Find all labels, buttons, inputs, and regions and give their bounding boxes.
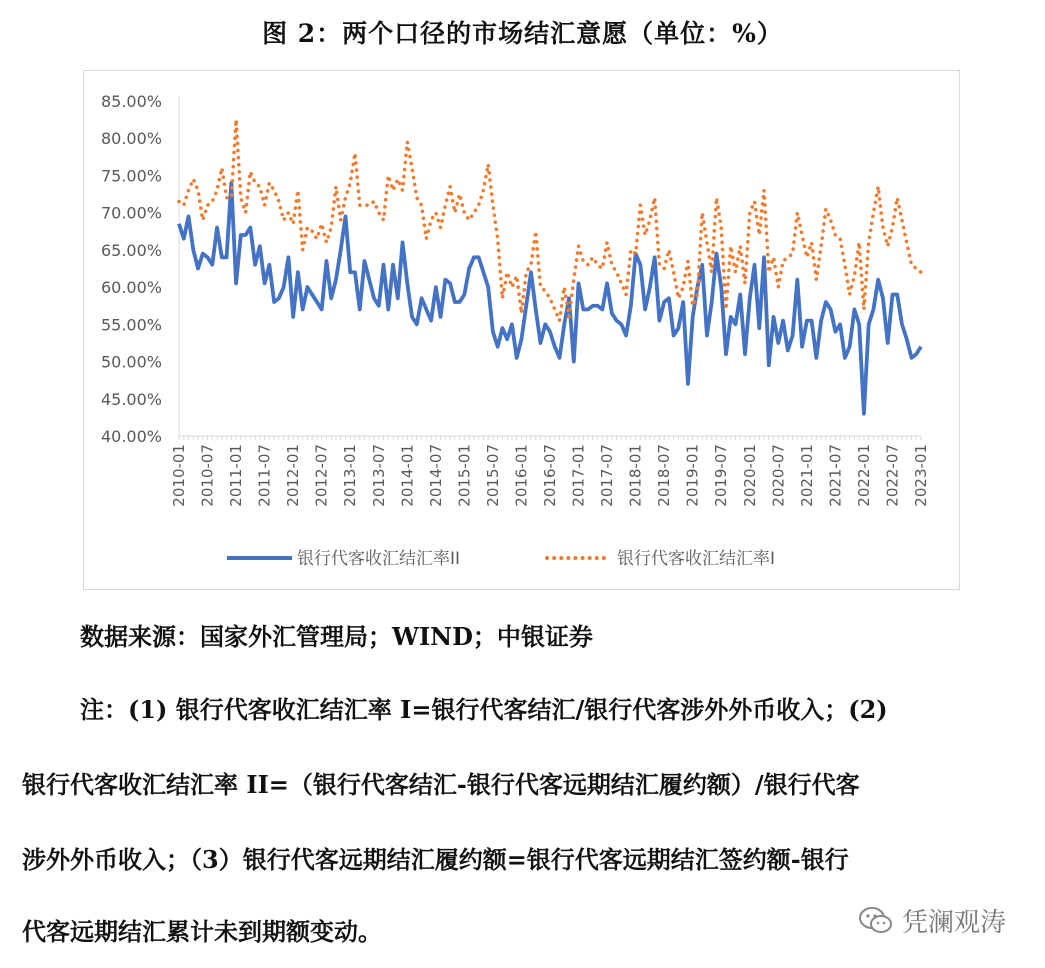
x-tick-label: 2016-07: [541, 444, 559, 507]
x-tick-label: 2012-07: [312, 444, 331, 507]
x-tick-label: 2020-07: [769, 444, 788, 507]
x-tick-label: 2018-01: [626, 444, 645, 507]
x-tick-label: 2019-07: [712, 444, 731, 507]
x-tick-label: 2014-07: [426, 444, 445, 507]
y-tick-label: 65.00%: [100, 240, 162, 260]
note-line-4: 代客远期结汇累计未到期额变动。: [22, 917, 382, 946]
line-chart: [84, 71, 959, 589]
x-tick-label: 2011-07: [255, 444, 274, 507]
note-line-3: 涉外外币收入；（3）银行代客远期结汇履约额=银行代客远期结汇签约额-银行: [22, 845, 849, 874]
x-tick-label: 2017-01: [569, 444, 588, 507]
y-tick-label: 70.00%: [100, 203, 162, 223]
legend-label-ii: 银行代客收汇结汇率II: [297, 549, 461, 569]
x-tick-label: 2015-07: [483, 444, 502, 507]
x-tick-label: 2010-01: [170, 444, 188, 507]
y-tick-label: 60.00%: [100, 278, 162, 298]
x-tick-label: 2022-01: [854, 444, 873, 507]
series-layer: [179, 120, 921, 414]
y-tick-label: 50.00%: [100, 352, 162, 372]
legend: [227, 549, 775, 569]
x-axis: [170, 436, 930, 507]
data-source-note: 数据来源：国家外汇管理局；WIND；中银证券: [80, 622, 593, 651]
x-tick-label: 2013-01: [341, 444, 360, 507]
x-tick-label: 2021-07: [826, 444, 845, 507]
wechat-icon: [858, 906, 894, 936]
x-tick-label: 2013-07: [369, 444, 388, 507]
x-tick-label: 2015-01: [455, 444, 474, 507]
y-tick-label: 80.00%: [100, 129, 162, 149]
figure-title: 图 2：两个口径的市场结汇意愿（单位：%）: [262, 19, 783, 48]
x-tick-label: 2011-01: [227, 444, 246, 507]
x-tick-label: 2023-01: [912, 444, 930, 507]
x-tick-label: 2019-01: [683, 444, 702, 507]
y-tick-label: 75.00%: [100, 166, 162, 186]
x-tick-label: 2022-07: [883, 444, 902, 507]
x-tick-label: 2012-01: [284, 444, 303, 507]
x-tick-label: 2014-01: [398, 444, 417, 507]
x-tick-label: 2021-01: [797, 444, 816, 507]
y-tick-label: 40.00%: [100, 427, 162, 446]
watermark-text: 凭澜观涛: [902, 908, 1007, 938]
y-tick-label: 45.00%: [100, 389, 162, 409]
x-tick-label: 2016-01: [512, 444, 531, 507]
y-axis: [101, 92, 179, 446]
legend-label-i: 银行代客收汇结汇率I: [617, 549, 776, 569]
x-tick-label: 2010-07: [198, 444, 217, 507]
watermark: [858, 902, 1006, 939]
x-tick-label: 2018-07: [655, 444, 674, 507]
note-line-2: 银行代客收汇结汇率 II=（银行代客结汇-银行代客远期结汇履约额）/银行代客: [22, 770, 860, 799]
y-tick-label: 85.00%: [100, 92, 162, 111]
chart-frame: [83, 70, 960, 590]
x-tick-label: 2020-01: [740, 444, 759, 507]
y-tick-label: 55.00%: [100, 315, 162, 335]
x-tick-label: 2017-07: [598, 444, 617, 507]
note-line-1: 注：(1) 银行代客收汇结汇率 I=银行代客结汇/银行代客涉外外币收入；(2): [80, 695, 888, 724]
